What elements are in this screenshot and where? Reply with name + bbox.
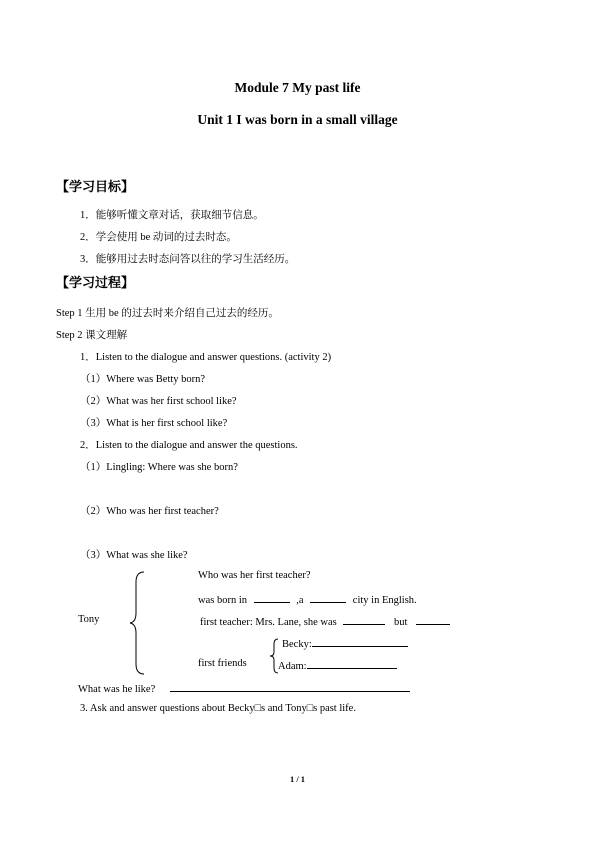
task-2: 2．Listen to the dialogue and answer the questions. [80, 440, 298, 451]
blank-teacher-trait-1[interactable] [343, 614, 385, 625]
unit-title: Unit 1 I was born in a small village [197, 112, 398, 127]
step-1: Step 1 生用 be 的过去时来介绍自己过去的经历。 [56, 308, 279, 319]
friend-adam-row [278, 658, 397, 672]
blank-born-place[interactable] [254, 592, 290, 603]
section-learning-process: 【学习过程】 [56, 276, 135, 291]
adam-label: Adam: [278, 661, 307, 672]
task-3: 3. Ask and answer questions about Becky□s and Tony□s past life. [80, 703, 356, 714]
goal-item-2: 2．学会使用 be 动词的过去时态。 [80, 232, 237, 243]
page-number: 1 / 1 [289, 774, 306, 784]
becky-label: Becky: [282, 639, 312, 650]
what-was-he-like-row [78, 681, 410, 695]
blank-adam[interactable] [307, 658, 397, 669]
tony-row-born [198, 592, 417, 606]
task-2-question-2: （2）Who was her first teacher? [80, 506, 219, 517]
tony-row-teacher-question: Who was her first teacher? [198, 570, 311, 581]
large-brace [128, 570, 148, 676]
blank-teacher-trait-2[interactable] [416, 614, 450, 625]
section-learning-goals: 【学习目标】 [56, 180, 135, 195]
tony-row-first-teacher [200, 614, 450, 628]
task-1-question-1: （1）Where was Betty born? [80, 374, 206, 385]
blank-city-type[interactable] [310, 592, 346, 603]
blank-becky[interactable] [312, 636, 408, 647]
module-title: Module 7 My past life [234, 80, 361, 95]
step-2: Step 2 课文理解 [56, 330, 128, 341]
task-1-question-3: （3）What is her first school like? [80, 418, 228, 429]
first-friends-label: first friends [198, 658, 247, 669]
but-text: but [394, 617, 408, 628]
task-2-question-3: （3）What was she like? [80, 550, 188, 561]
city-text: city in English. [352, 595, 417, 606]
what-like-label: What was he like? [78, 684, 156, 695]
task-1: 1．Listen to the dialogue and answer questions. (activity 2) [80, 352, 332, 363]
born-text: was born in [198, 595, 247, 606]
task-2-question-1: （1）Lingling: Where was she born? [80, 462, 238, 473]
tony-label: Tony [78, 614, 100, 625]
born-comma-text: ,a [296, 595, 304, 606]
first-teacher-text: first teacher: Mrs. Lane, she was [200, 617, 337, 628]
friend-becky-row [282, 636, 408, 650]
goal-item-1: 1．能够听懂文章对话，获取细节信息。 [80, 210, 264, 221]
blank-what-like[interactable] [170, 681, 410, 692]
goal-item-3: 3．能够用过去时态问答以往的学习生活经历。 [80, 254, 296, 265]
task-1-question-2: （2）What was her first school like? [80, 396, 237, 407]
